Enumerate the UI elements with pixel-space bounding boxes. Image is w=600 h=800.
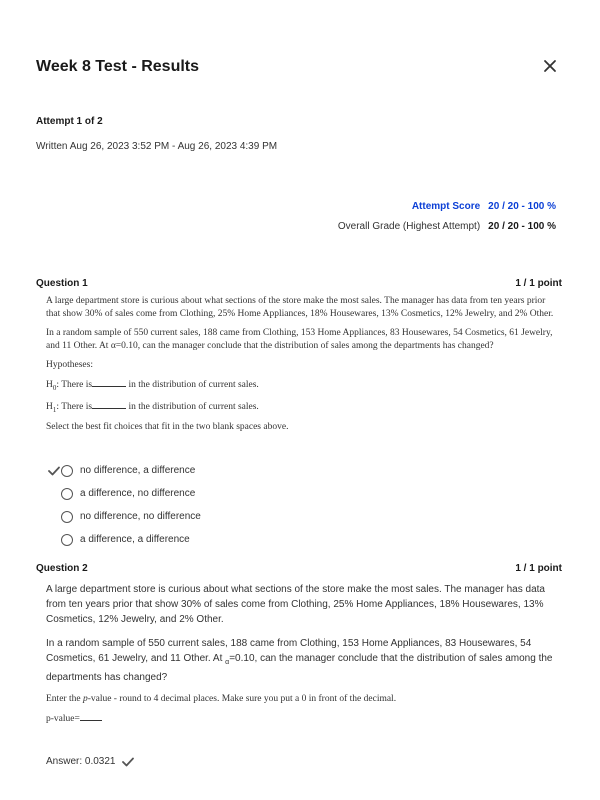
h0-symbol: H bbox=[46, 379, 53, 390]
attempt-score-label: Attempt Score bbox=[411, 201, 481, 212]
question-2-instructions bbox=[46, 693, 560, 732]
option-label: a difference, a difference bbox=[80, 534, 190, 545]
overall-grade-label: Overall Grade (Highest Attempt) bbox=[337, 221, 481, 232]
hypothesis-h1 bbox=[46, 399, 560, 416]
check-icon bbox=[122, 757, 134, 767]
hypothesis-h0 bbox=[46, 377, 560, 394]
question-1-title: Question 1 bbox=[36, 278, 88, 289]
h1-subscript: 1 bbox=[52, 405, 57, 414]
answer-text: Answer: 0.0321 bbox=[46, 756, 116, 767]
attempt-score-value: 20 / 20 - 100 % bbox=[488, 201, 556, 212]
radio-icon[interactable] bbox=[61, 511, 73, 523]
question-1-points: 1 / 1 point bbox=[515, 278, 562, 289]
question-1-body bbox=[46, 295, 560, 441]
alpha-symbol: α bbox=[225, 659, 230, 666]
h1-symbol: H bbox=[46, 401, 53, 412]
question-2-body bbox=[46, 582, 560, 693]
overall-grade-value: 20 / 20 - 100 % bbox=[488, 221, 556, 232]
question-2-paragraph-2 bbox=[46, 636, 560, 685]
question-1-options bbox=[46, 459, 201, 551]
question-2-instruction bbox=[46, 693, 560, 706]
instruction-p: p bbox=[82, 694, 88, 704]
page-title: Week 8 Test - Results bbox=[36, 58, 200, 75]
hypotheses-label: Hypotheses: bbox=[46, 360, 93, 370]
question-2-points: 1 / 1 point bbox=[515, 563, 562, 574]
question-2-answer bbox=[46, 756, 134, 767]
radio-icon[interactable] bbox=[61, 534, 73, 546]
h0-text-b: in the distribution of current sales. bbox=[128, 379, 259, 390]
option-label: no difference, a difference bbox=[80, 465, 196, 476]
question-1-paragraph-1: A large department store is curious about what sections of the store make the most sales. The manager has data from ten years prior that show 30% of sales come from Clothing, 25% Home Appliances, 18% Housewares, 13% Cosmetics, 12% Jewelry, and 2% Other. bbox=[46, 296, 554, 319]
question-1-paragraph-2: In a random sample of 550 current sales, 188 came from Clothing, 153 Home Appliances, 83 Housewares, 54 Cosmetics, 61 Jewelry, and 11 Other. At α=0.10, can the manager conclude that the distribution of sales among the departments has changed? bbox=[46, 328, 553, 351]
option-label: no difference, no difference bbox=[80, 511, 201, 522]
attempt-score-row bbox=[338, 197, 556, 217]
h1-text-a: : There is bbox=[56, 401, 93, 412]
option-1[interactable] bbox=[46, 459, 201, 482]
option-label: a difference, no difference bbox=[80, 488, 196, 499]
h0-subscript: 0 bbox=[52, 383, 57, 392]
option-2[interactable] bbox=[46, 482, 201, 505]
instruction-text-a: Enter the bbox=[46, 694, 83, 704]
close-icon[interactable] bbox=[542, 58, 558, 74]
pvalue-label: p-value= bbox=[46, 713, 80, 724]
q2-p2-text-b: =0.10, can the manager conclude that the distribution of sales among the departments has changed? bbox=[46, 653, 553, 683]
h1-blank bbox=[92, 399, 126, 409]
instruction-text-b: -value - round to 4 decimal places. Make sure you put a 0 in front of the decimal. bbox=[87, 694, 397, 704]
check-icon bbox=[48, 466, 60, 476]
pvalue-line bbox=[46, 711, 560, 726]
overall-grade-row bbox=[338, 217, 556, 237]
attempt-label: Attempt 1 of 2 bbox=[36, 116, 103, 127]
option-4[interactable] bbox=[46, 528, 201, 551]
question-2-header bbox=[36, 563, 562, 574]
question-2-paragraph-1: A large department store is curious about what sections of the store make the most sales. The manager has data from ten years prior that show 30% of sales come from Clothing, 25% Home Appliances, 18% Housewares, 13% Cosmetics, 12% Jewelry, and 2% Other. bbox=[46, 584, 545, 625]
h0-text-a: : There is bbox=[56, 379, 93, 390]
h0-blank bbox=[92, 377, 126, 387]
q2-p2-text-a: In a random sample of 550 current sales, 188 came from Clothing, 153 Home Appliances, 83 Housewares, 54 Cosmetics, 61 Jewelry, and 11 Other. At bbox=[46, 638, 532, 664]
written-timestamp: Written Aug 26, 2023 3:52 PM - Aug 26, 2023 4:39 PM bbox=[36, 141, 278, 152]
question-1-header bbox=[36, 278, 562, 289]
score-summary bbox=[338, 197, 556, 237]
question-2-title: Question 2 bbox=[36, 563, 88, 574]
question-1-instruction: Select the best fit choices that fit in the two blank spaces above. bbox=[46, 422, 289, 433]
radio-icon[interactable] bbox=[61, 465, 73, 477]
option-3[interactable] bbox=[46, 505, 201, 528]
h1-text-b: in the distribution of current sales. bbox=[128, 401, 259, 412]
pvalue-blank bbox=[80, 711, 102, 721]
radio-icon[interactable] bbox=[61, 488, 73, 500]
